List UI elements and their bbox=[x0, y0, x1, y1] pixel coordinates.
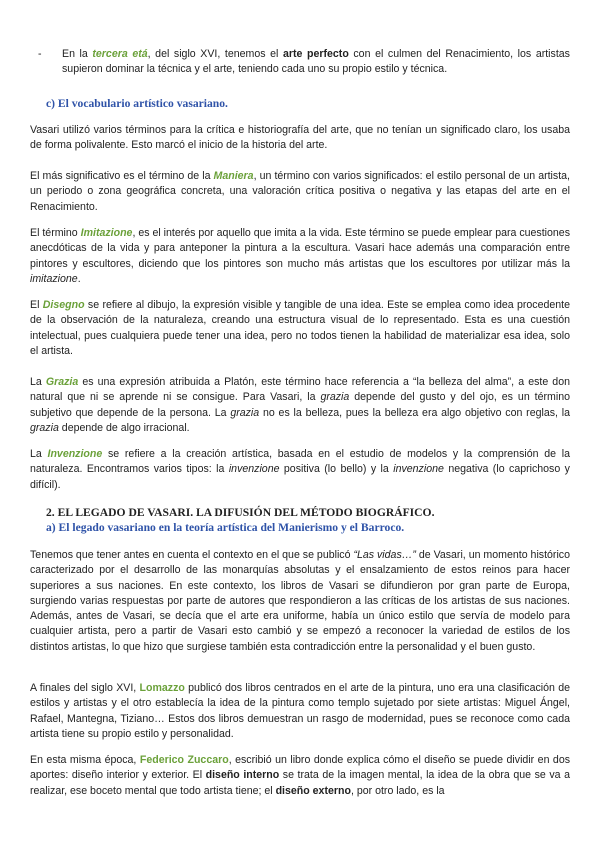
paragraph-vocabulario-intro: Vasari utilizó varios términos para la crítica e historiografía del arte, que no tenían un significado claro, los usaba de forma polivalente. Esto marcó el inicio de la historia del arte. bbox=[30, 124, 570, 152]
name-lomazzo: Lomazzo bbox=[139, 682, 185, 694]
paragraph-maniera: El más significativo es el término de la Maniera, un término con varios significados: el estilo personal de un artista, un periodo o zona geográfica concreta, una valoración crítica positiva o negativa y las etapas del arte en el Renacimiento. bbox=[30, 170, 570, 213]
section-heading-2a: a) El legado vasariano en la teoría artística del Manierismo y el Barroco. bbox=[46, 521, 405, 534]
term-diseno-externo: diseño externo bbox=[275, 784, 351, 797]
term-invenzione: Invenzione bbox=[47, 448, 103, 460]
term-maniera: Maniera bbox=[213, 170, 254, 182]
name-federico-zuccaro: Federico Zuccaro bbox=[139, 754, 229, 766]
paragraph-imitazione: El término Imitazione, es el interés por aquello que imita a la vida. Este término se puede emplear para cuestiones anecdóticas de la vida y para anteponer la pintura a la escultura. Vasari hace además una comparación entre pintores y escultores, diciendo que los pintores son mucho más artistas que los escultores por utilizar más la imitazione. bbox=[30, 227, 570, 285]
term-tercera-eta: tercera etá bbox=[92, 48, 148, 60]
bullet-dash: - bbox=[38, 48, 42, 60]
bullet-text: En la tercera etá, del siglo XVI, tenemos el arte perfecto con el culmen del Renacimiento, los artistas supieron dominar la técnica y el arte, teniendo cada uno su propio estilo y técnica. bbox=[62, 48, 570, 76]
term-diseno-interno: diseño interno bbox=[205, 769, 280, 782]
paragraph-contexto-vidas: Tenemos que tener antes en cuenta el contexto en el que se publicó “Las vidas…” de Vasari, un momento histórico caracterizado por el desarrollo de las monarquías absolutas y el ensalzamiento de estos reinos para hacer superiores a sus naciones. En este contexto, los libros de Vasari se difundieron por gran parte de Europa, surgiendo varias respuestas por parte de autores que respondieron a las críticas de los artistas de sus naciones. Además, antes de Vasari, se decía que el arte era uniforme, había un único estilo que servía de modelo para cualquier artista, pero a partir de Vasari esto cambió y se empezó a reconocer la variedad de estilos de los distintos artistas, lo que hizo que surgiese también esta contradicción entre la personalidad y el buen gusto. bbox=[30, 549, 570, 653]
term-arte-perfecto: arte perfecto bbox=[282, 48, 349, 60]
paragraph-zuccaro: En esta misma época, Federico Zuccaro, escribió un libro donde explica cómo el diseño se puede dividir en dos aportes: diseño interior y exterior. El diseño interno se trata de la imagen mental, la idea de la obra que se va a realizar, ese boceto mental que todo artista tiene; el diseño externo, por otro lado, es la bbox=[30, 754, 571, 797]
term-disegno: Disegno bbox=[42, 299, 85, 311]
paragraph-invenzione: La Invenzione se refiere a la creación artística, basada en el estudio de modelos y la comprensión de la naturaleza. Encontramos varios tipos: la invenzione positiva (lo bello) y la invenzione negativa (lo caprichoso y difícil). bbox=[30, 448, 570, 491]
paragraph-grazia: La Grazia es una expresión atribuida a Platón, este término hace referencia a “la belleza del alma”, a este don natural que ni se aprende ni se consigue. Para Vasari, la grazia depende del gusto y del ojo, es un término subjetivo que depende de la persona. La grazia no es la belleza, pues la belleza era algo objetivo con reglas, la grazia depende de algo irracional. bbox=[30, 376, 570, 434]
title-las-vidas: “Las vidas…” bbox=[353, 549, 416, 561]
paragraph-disegno: El Disegno se refiere al dibujo, la expresión visible y tangible de una idea. Este se emplea como idea procedente de la observación de la naturaleza, creando una estructura visual de lo representado. Esta es una cuestión intelectual, pues cualquiera puede tener una idea, pero no todos tienen la habilidad de materializar esa idea, solo el artista. bbox=[30, 299, 570, 357]
paragraph-lomazzo: A finales del siglo XVI, Lomazzo publicó dos libros centrados en el arte de la pintura, uno era una clasificación de estilos y artistas y el otro establecía la idea de la pintura como templo sujetado por siete artistas: Miguel Ángel, Rafael, Mantegna, Tiziano… Estos dos libros demuestran un rasgo de modernidad, pues se reconoce como cada artista tiene su propio estilo y personalidad. bbox=[30, 682, 570, 740]
section-heading-c: c) El vocabulario artístico vasariano. bbox=[46, 97, 228, 110]
bullet-item-tercera-eta bbox=[38, 47, 570, 78]
term-grazia: Grazia bbox=[45, 376, 79, 388]
term-imitazione: Imitazione bbox=[80, 227, 133, 239]
section-heading-2: 2. EL LEGADO DE VASARI. LA DIFUSIÓN DEL MÉTODO BIOGRÁFICO. bbox=[46, 506, 435, 519]
